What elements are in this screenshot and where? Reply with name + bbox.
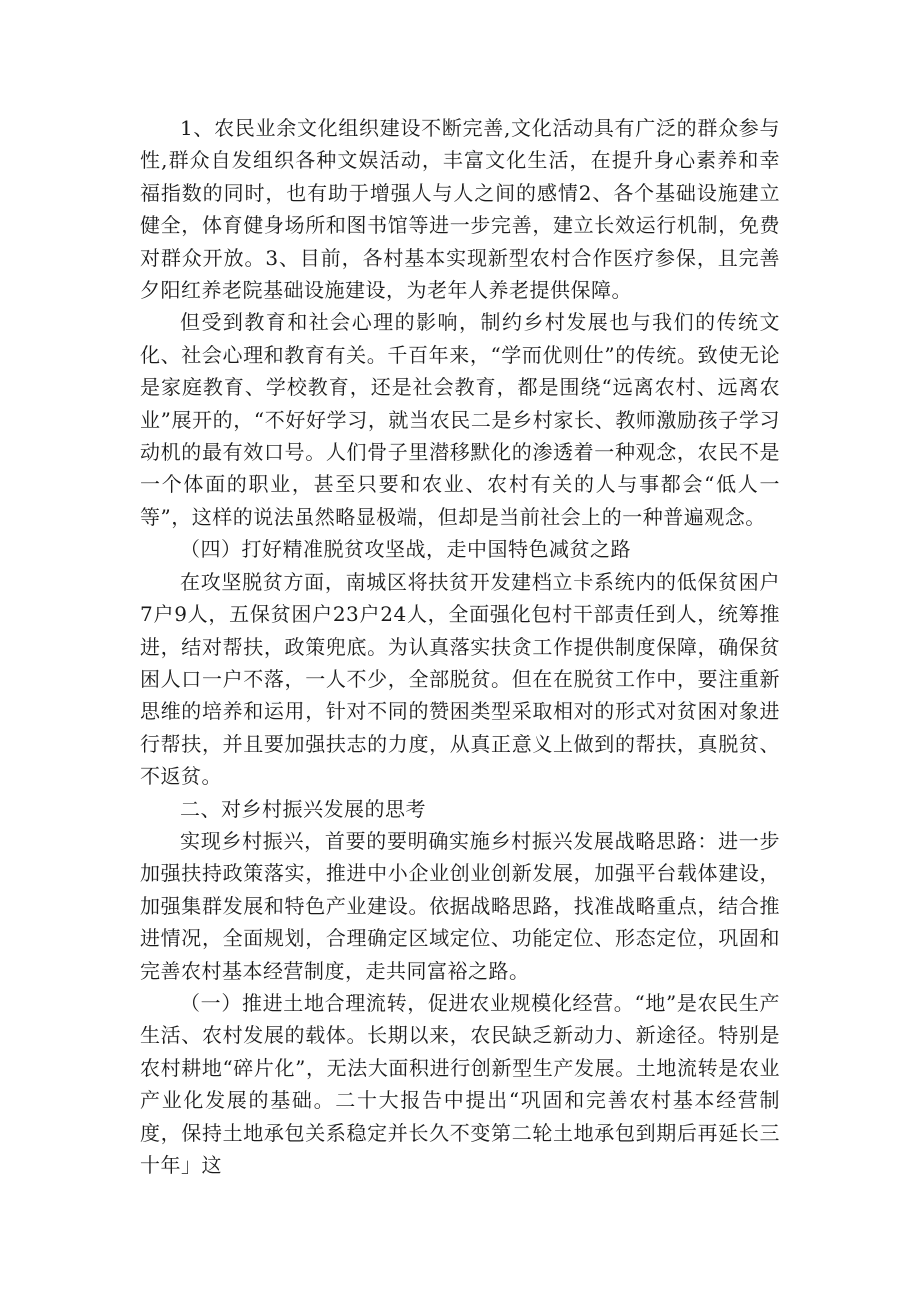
paragraph-strategy: 实现乡村振兴，首要的要明确实施乡村振兴发展战略思路：进一步加强扶持政策落实，推进中小企业创业创新发展，加强平台载体建设，加强集群发展和特色产业建设。依据战略思路，找准战略重点，结合推进情况，全面规划，合理确定区域定位、功能定位、形态定位，巩固和完善农村基本经营制度，走共同富裕之路。 bbox=[140, 828, 780, 983]
section-heading-rural-revitalization: 二、对乡村振兴发展的思考 bbox=[180, 796, 426, 821]
section-heading-poverty: （四）打好精准脱贫攻坚战，走中国特色减贫之路 bbox=[180, 537, 631, 562]
paragraph-education-psychology: 但受到教育和社会心理的影响，制约乡村发展也与我们的传统文化、社会心理和教育有关。千百年来，“学而优则仕”的传统。致使无论是家庭教育、学校教育，还是社会教育，都是围绕“远离农村、远离农业”展开的，“不好好学习，就当农民二是乡村家长、教师激励孩子学习动机的最有效口号。人们骨子里潜移默化的渗透着一种观念，农民不是一个体面的职业，甚至只要和农业、农村有关的人与事都会“低人一等”，这样的说法虽然略显极端，但却是当前社会上的一种普遍观念。 bbox=[140, 310, 780, 529]
paragraph-land-transfer: （一）推进土地合理流转，促进农业规模化经营。“地”是农民生产生活、农村发展的载体。长期以来，农民缺乏新动力、新途径。特别是农村耕地“碎片化”，无法大面积进行创新型生产发展。土地流转是农业产业化发展的基础。二十大报告中提出“巩固和完善农村基本经营制度，保持土地承包关系稳定并长久不变第二轮土地承包到期后再延长三十年」这 bbox=[140, 990, 780, 1177]
paragraph-poverty-alleviation: 在攻坚脱贫方面，南城区将扶贫开发建档立卡系统内的低保贫困户7户9人，五保贫困户23户24人，全面强化包村干部责任到人，统筹推进，结对帮扶，政策兜底。为认真落实扶贪工作提供制度保障，确保贫困人口一户不落，一人不少，全部脱贫。但在在脱贫工作中，要注重新思维的培养和运用，针对不同的赞困类型采取相对的形式对贫困对象进行帮扶，并且要加强扶志的力度，从真正意义上做到的帮扶，真脱贫、不返贫。 bbox=[140, 569, 780, 789]
paragraph-culture-infrastructure: 1、农民业余文化组织建设不断完善,文化活动具有广泛的群众参与性,群众自发组织各种文娱活动，丰富文化生活，在提升身心素养和幸福指数的同时，也有助于增强人与人之间的感情2、各个基础设施建立健全，体育健身场所和图书馆等进一步完善，建立长效运行机制，免费对群众开放。3、目前，各村基本实现新型农村合作医疗参保，且完善夕阳红养老院基础设施建设，为老年人养老提供保障。 bbox=[140, 116, 780, 303]
document-body bbox=[140, 112, 780, 1181]
